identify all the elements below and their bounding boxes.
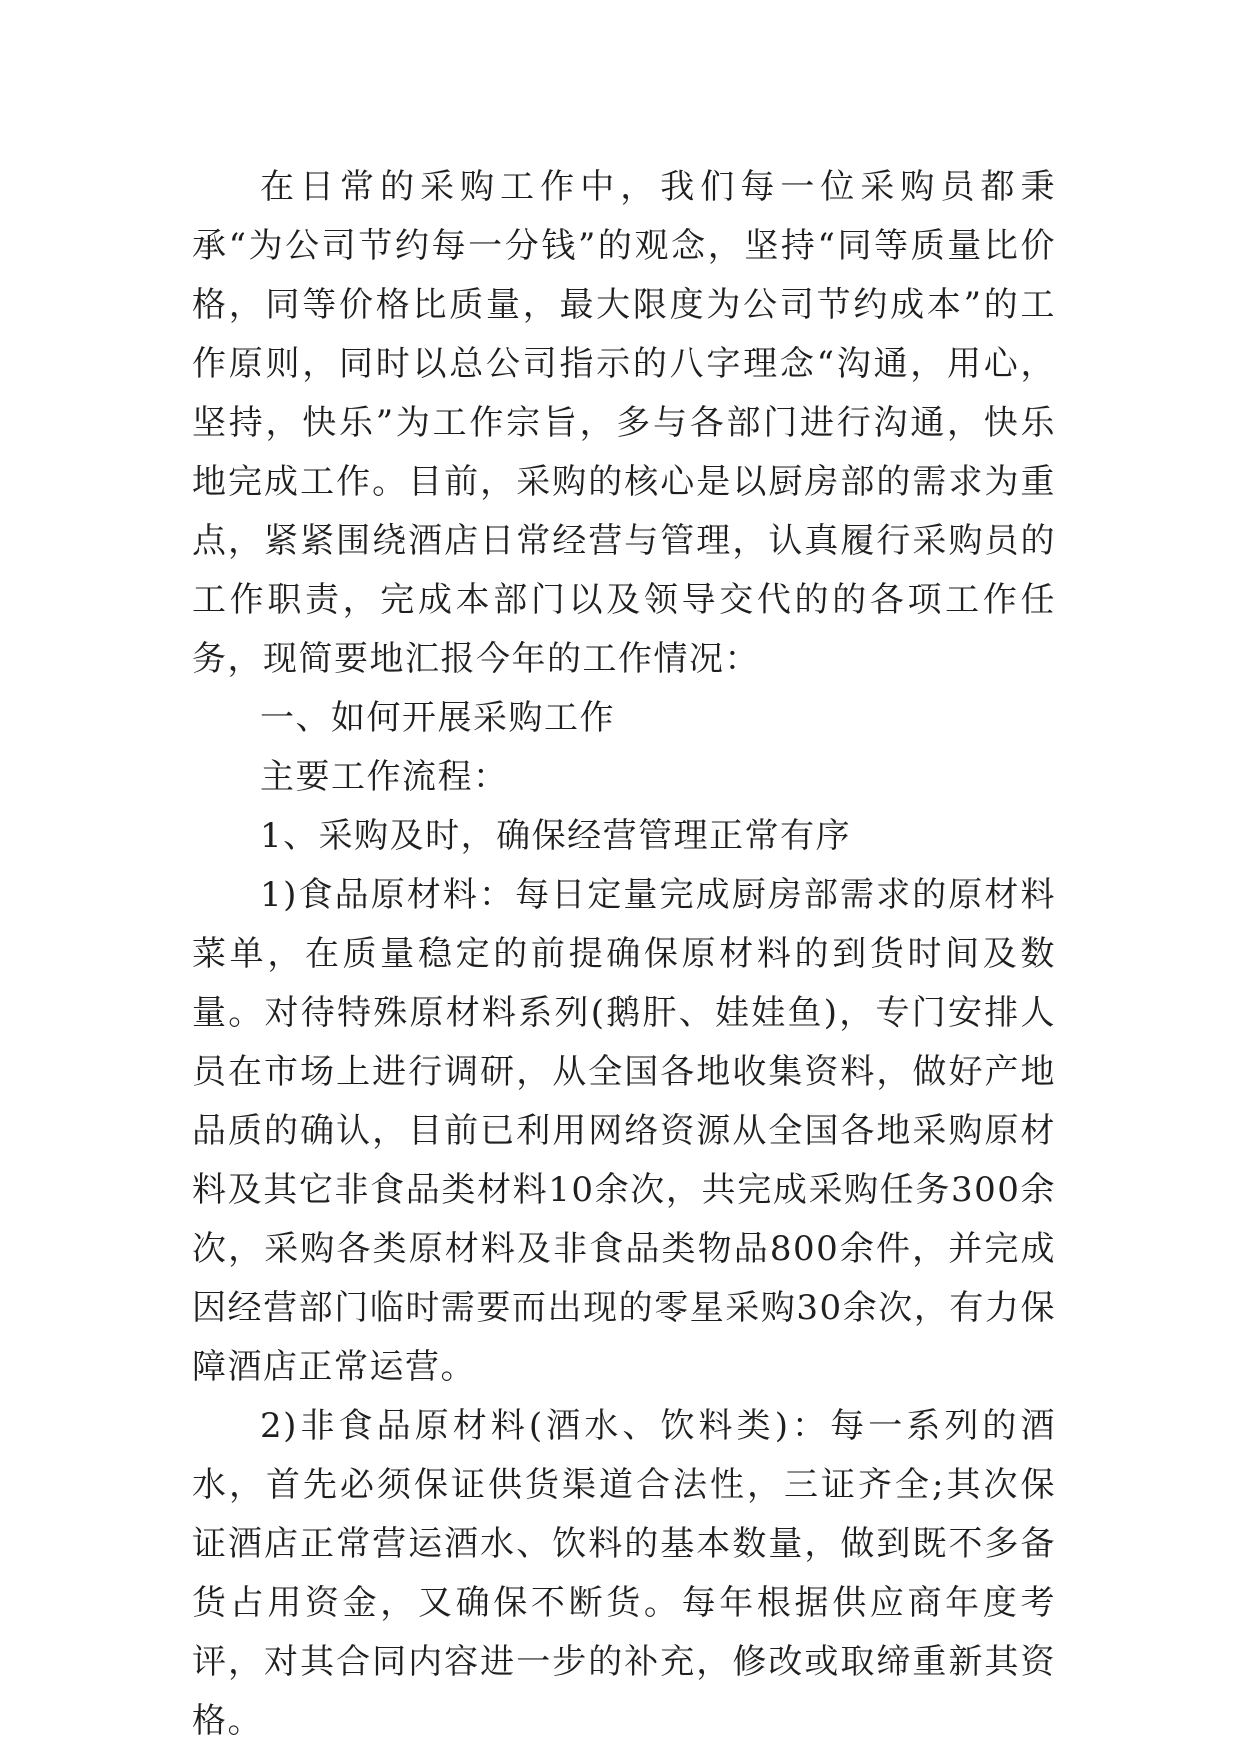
paragraph-non-food-materials: 2)非食品原材料(酒水、饮料类)：每一系列的酒水，首先必须保证供货渠道合法性，三证齐全;其次保证酒店正常营运酒水、饮料的基本数量，做到既不多备货占用资金，又确保不断货。每年根据供应商年度考评，对其合同内容进一步的补充，修改或取缔重新其资格。 xyxy=(192,1406,1056,1741)
subsection-heading: 主要工作流程： xyxy=(260,757,509,797)
section-heading: 一、如何开展采购工作 xyxy=(260,698,615,738)
item-heading: 1、采购及时，确保经营管理正常有序 xyxy=(260,816,852,856)
paragraph-food-materials: 1)食品原材料：每日定量完成厨房部需求的原材料菜单，在质量稳定的前提确保原材料的到货时间及数量。对待特殊原材料系列(鹅肝、娃娃鱼)，专门安排人员在市场上进行调研，从全国各地收集资料，做好产地品质的确认，目前已利用网络资源从全国各地采购原材料及其它非食品类材料10余次，共完成采购任务300余次，采购各类原材料及非食品类物品800余件，并完成因经营部门临时需要而出现的零星采购30余次，有力保障酒店正常运营。 xyxy=(192,875,1056,1387)
paragraph-intro: 在日常的采购工作中，我们每一位采购员都秉承“为公司节约每一分钱”的观念，坚持“同等质量比价格，同等价格比质量，最大限度为公司节约成本”的工作原则，同时以总公司指示的八字理念“沟通，用心，坚持，快乐”为工作宗旨，多与各部门进行沟通，快乐地完成工作。目前，采购的核心是以厨房部的需求为重点，紧紧围绕酒店日常经营与管理，认真履行采购员的工作职责，完成本部门以及领导交代的的各项工作任务，现简要地汇报今年的工作情况： xyxy=(192,167,1056,679)
document-body xyxy=(192,158,1056,1751)
